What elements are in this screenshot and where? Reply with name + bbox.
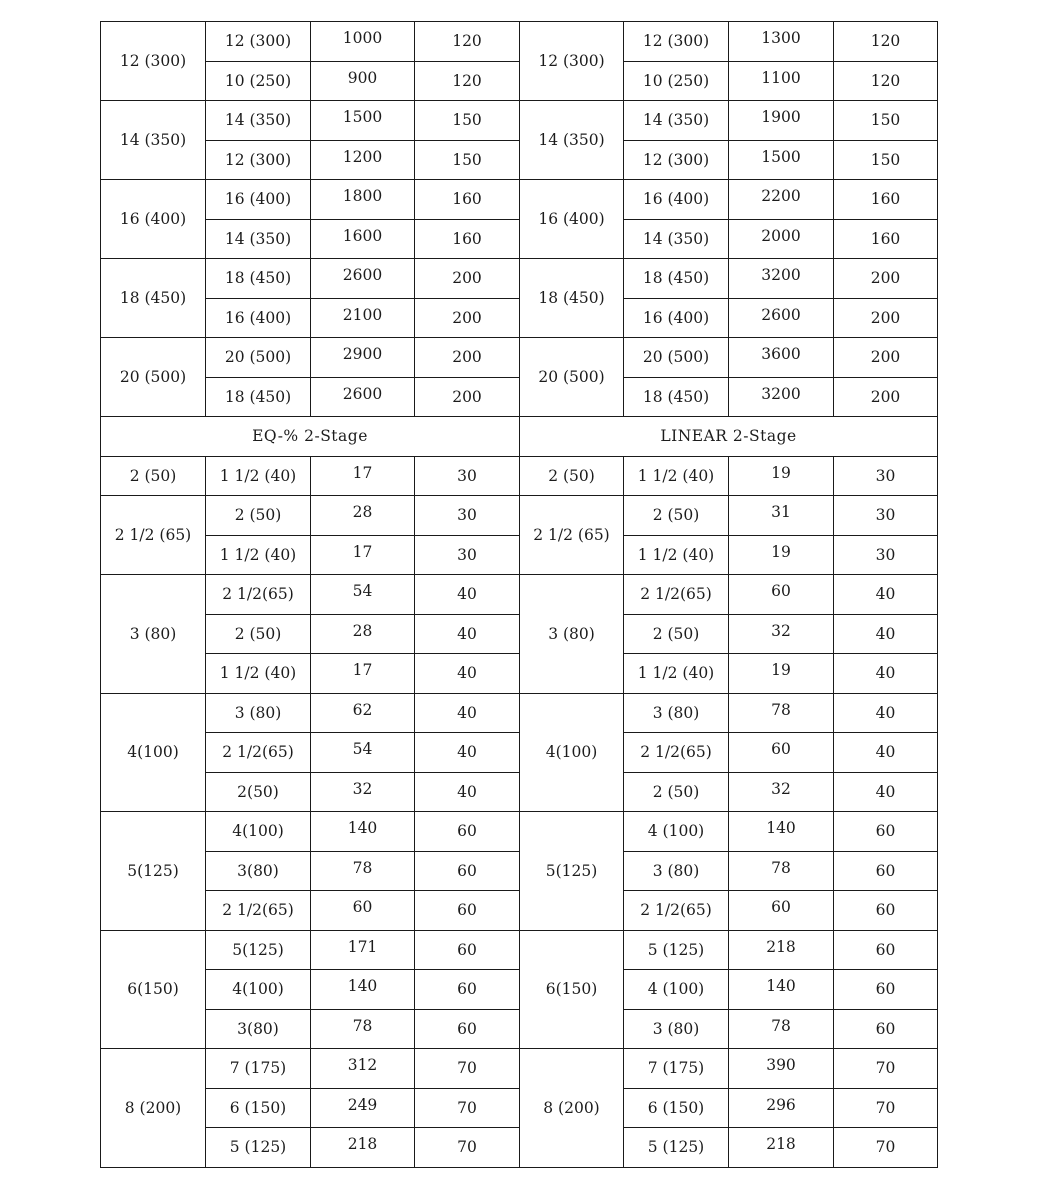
- left-body-size-cell: 12 (300): [101, 22, 206, 101]
- right-stroke-cell: 70: [834, 1128, 938, 1168]
- left-stroke-cell: 200: [415, 338, 520, 378]
- right-port-size-cell: 16 (400): [624, 298, 729, 338]
- left-port-size-cell: 2 1/2(65): [206, 575, 311, 615]
- right-cv-value-cell: 218: [729, 930, 834, 970]
- right-stroke-cell: 60: [834, 851, 938, 891]
- left-cv-value-cell: 1000: [311, 22, 415, 62]
- table-row: [101, 851, 938, 891]
- table-row: [101, 219, 938, 259]
- left-stroke-cell: 40: [415, 575, 520, 615]
- right-body-size-cell: 12 (300): [520, 22, 624, 101]
- right-port-size-cell: 4 (100): [624, 812, 729, 852]
- table-row: [101, 496, 938, 536]
- left-stroke-cell: 40: [415, 693, 520, 733]
- left-cv-value-cell: 1600: [311, 219, 415, 259]
- right-cv-value-cell: 1300: [729, 22, 834, 62]
- right-body-size-cell: 8 (200): [520, 1049, 624, 1168]
- left-stroke-cell: 200: [415, 298, 520, 338]
- left-cv-value-cell: 62: [311, 693, 415, 733]
- table-row: [101, 377, 938, 417]
- right-port-size-cell: 5 (125): [624, 930, 729, 970]
- right-port-size-cell: 2 (50): [624, 614, 729, 654]
- right-stroke-cell: 40: [834, 654, 938, 694]
- left-cv-value-cell: 78: [311, 1009, 415, 1049]
- right-port-size-cell: 16 (400): [624, 180, 729, 220]
- left-cv-value-cell: 312: [311, 1049, 415, 1089]
- left-stroke-cell: 40: [415, 772, 520, 812]
- left-cv-value-cell: 2600: [311, 259, 415, 299]
- right-cv-value-cell: 2600: [729, 298, 834, 338]
- left-cv-value-cell: 32: [311, 772, 415, 812]
- right-port-size-cell: 2 (50): [624, 772, 729, 812]
- right-port-size-cell: 7 (175): [624, 1049, 729, 1089]
- table-row: [101, 180, 938, 220]
- left-cv-value-cell: 54: [311, 733, 415, 773]
- left-port-size-cell: 2(50): [206, 772, 311, 812]
- left-stroke-cell: 60: [415, 1009, 520, 1049]
- left-stroke-cell: 70: [415, 1049, 520, 1089]
- left-cv-value-cell: 900: [311, 61, 415, 101]
- left-port-size-cell: 2 (50): [206, 614, 311, 654]
- right-stroke-cell: 60: [834, 891, 938, 931]
- right-body-size-cell: 4(100): [520, 693, 624, 812]
- left-body-size-cell: 14 (350): [101, 101, 206, 180]
- left-stroke-cell: 60: [415, 851, 520, 891]
- left-cv-value-cell: 140: [311, 970, 415, 1010]
- right-stroke-cell: 160: [834, 180, 938, 220]
- right-body-size-cell: 2 (50): [520, 456, 624, 496]
- right-stroke-cell: 120: [834, 61, 938, 101]
- left-stroke-cell: 60: [415, 812, 520, 852]
- right-cv-value-cell: 19: [729, 456, 834, 496]
- right-stroke-cell: 30: [834, 535, 938, 575]
- table-row: [101, 693, 938, 733]
- left-port-size-cell: 3 (80): [206, 693, 311, 733]
- left-cv-value-cell: 1800: [311, 180, 415, 220]
- right-cv-value-cell: 218: [729, 1128, 834, 1168]
- left-cv-value-cell: 140: [311, 812, 415, 852]
- left-cv-value-cell: 171: [311, 930, 415, 970]
- right-cv-value-cell: 296: [729, 1088, 834, 1128]
- right-cv-value-cell: 140: [729, 812, 834, 852]
- right-cv-value-cell: 2200: [729, 180, 834, 220]
- right-stroke-cell: 120: [834, 22, 938, 62]
- left-stroke-cell: 150: [415, 140, 520, 180]
- right-stroke-cell: 30: [834, 456, 938, 496]
- left-stroke-cell: 30: [415, 535, 520, 575]
- right-port-size-cell: 20 (500): [624, 338, 729, 378]
- table-row: [101, 61, 938, 101]
- right-body-size-cell: 16 (400): [520, 180, 624, 259]
- right-stroke-cell: 40: [834, 575, 938, 615]
- right-cv-value-cell: 390: [729, 1049, 834, 1089]
- right-stroke-cell: 60: [834, 930, 938, 970]
- right-cv-value-cell: 60: [729, 575, 834, 615]
- right-port-size-cell: 14 (350): [624, 219, 729, 259]
- right-stroke-cell: 200: [834, 298, 938, 338]
- table-row: [101, 22, 938, 62]
- left-stroke-cell: 40: [415, 614, 520, 654]
- right-port-size-cell: 2 (50): [624, 496, 729, 536]
- right-stroke-cell: 60: [834, 1009, 938, 1049]
- right-body-size-cell: 2 1/2 (65): [520, 496, 624, 575]
- table-row: [101, 259, 938, 299]
- right-stroke-cell: 40: [834, 693, 938, 733]
- right-port-size-cell: 3 (80): [624, 693, 729, 733]
- table-row: [101, 535, 938, 575]
- left-port-size-cell: 12 (300): [206, 140, 311, 180]
- right-port-size-cell: 2 1/2(65): [624, 733, 729, 773]
- table-row: [101, 733, 938, 773]
- right-body-size-cell: 6(150): [520, 930, 624, 1049]
- left-port-size-cell: 14 (350): [206, 101, 311, 141]
- left-stroke-cell: 160: [415, 219, 520, 259]
- right-port-size-cell: 14 (350): [624, 101, 729, 141]
- left-port-size-cell: 18 (450): [206, 377, 311, 417]
- valve-spec-table: [100, 21, 938, 1168]
- right-cv-value-cell: 60: [729, 733, 834, 773]
- table-row: [101, 1049, 938, 1089]
- left-stroke-cell: 70: [415, 1088, 520, 1128]
- right-stroke-cell: 150: [834, 101, 938, 141]
- right-body-size-cell: 14 (350): [520, 101, 624, 180]
- right-port-size-cell: 18 (450): [624, 259, 729, 299]
- left-port-size-cell: 5 (125): [206, 1128, 311, 1168]
- left-body-size-cell: 20 (500): [101, 338, 206, 417]
- left-port-size-cell: 18 (450): [206, 259, 311, 299]
- left-stroke-cell: 150: [415, 101, 520, 141]
- left-stroke-cell: 120: [415, 61, 520, 101]
- table-row: [101, 298, 938, 338]
- right-cv-value-cell: 60: [729, 891, 834, 931]
- left-body-size-cell: 4(100): [101, 693, 206, 812]
- left-cv-value-cell: 249: [311, 1088, 415, 1128]
- left-cv-value-cell: 17: [311, 456, 415, 496]
- right-body-size-cell: 3 (80): [520, 575, 624, 694]
- left-body-size-cell: 2 1/2 (65): [101, 496, 206, 575]
- left-port-size-cell: 1 1/2 (40): [206, 654, 311, 694]
- left-port-size-cell: 7 (175): [206, 1049, 311, 1089]
- left-port-size-cell: 3(80): [206, 1009, 311, 1049]
- right-body-size-cell: 18 (450): [520, 259, 624, 338]
- left-stroke-cell: 60: [415, 930, 520, 970]
- left-port-size-cell: 4(100): [206, 970, 311, 1010]
- right-port-size-cell: 6 (150): [624, 1088, 729, 1128]
- right-port-size-cell: 3 (80): [624, 1009, 729, 1049]
- right-stroke-cell: 150: [834, 140, 938, 180]
- left-port-size-cell: 5(125): [206, 930, 311, 970]
- right-cv-value-cell: 1900: [729, 101, 834, 141]
- table-row: [101, 1009, 938, 1049]
- right-port-size-cell: 18 (450): [624, 377, 729, 417]
- right-stroke-cell: 200: [834, 377, 938, 417]
- left-port-size-cell: 10 (250): [206, 61, 311, 101]
- right-stroke-cell: 40: [834, 733, 938, 773]
- left-port-size-cell: 3(80): [206, 851, 311, 891]
- section-title-linear: LINEAR 2-Stage: [520, 417, 938, 457]
- left-cv-value-cell: 2100: [311, 298, 415, 338]
- left-stroke-cell: 40: [415, 733, 520, 773]
- left-port-size-cell: 20 (500): [206, 338, 311, 378]
- table-row: [101, 101, 938, 141]
- left-stroke-cell: 200: [415, 377, 520, 417]
- right-stroke-cell: 40: [834, 772, 938, 812]
- right-port-size-cell: 2 1/2(65): [624, 575, 729, 615]
- right-port-size-cell: 4 (100): [624, 970, 729, 1010]
- left-cv-value-cell: 17: [311, 535, 415, 575]
- left-port-size-cell: 4(100): [206, 812, 311, 852]
- left-port-size-cell: 2 1/2(65): [206, 891, 311, 931]
- table-row: [101, 930, 938, 970]
- left-cv-value-cell: 78: [311, 851, 415, 891]
- left-port-size-cell: 1 1/2 (40): [206, 535, 311, 575]
- right-port-size-cell: 1 1/2 (40): [624, 654, 729, 694]
- left-body-size-cell: 6(150): [101, 930, 206, 1049]
- right-port-size-cell: 12 (300): [624, 22, 729, 62]
- right-cv-value-cell: 32: [729, 614, 834, 654]
- left-cv-value-cell: 17: [311, 654, 415, 694]
- left-cv-value-cell: 218: [311, 1128, 415, 1168]
- table-row: [101, 812, 938, 852]
- left-stroke-cell: 200: [415, 259, 520, 299]
- table-row: [101, 1128, 938, 1168]
- left-port-size-cell: 2 (50): [206, 496, 311, 536]
- right-stroke-cell: 60: [834, 812, 938, 852]
- table-row: [101, 772, 938, 812]
- left-cv-value-cell: 28: [311, 496, 415, 536]
- right-port-size-cell: 10 (250): [624, 61, 729, 101]
- table-row: [101, 1088, 938, 1128]
- section-header-row: [101, 417, 938, 457]
- table-row: [101, 614, 938, 654]
- left-stroke-cell: 160: [415, 180, 520, 220]
- left-cv-value-cell: 28: [311, 614, 415, 654]
- left-cv-value-cell: 2900: [311, 338, 415, 378]
- right-stroke-cell: 200: [834, 338, 938, 378]
- right-cv-value-cell: 3200: [729, 259, 834, 299]
- right-port-size-cell: 5 (125): [624, 1128, 729, 1168]
- left-stroke-cell: 30: [415, 456, 520, 496]
- table-row: [101, 575, 938, 615]
- left-cv-value-cell: 54: [311, 575, 415, 615]
- left-port-size-cell: 12 (300): [206, 22, 311, 62]
- right-cv-value-cell: 78: [729, 851, 834, 891]
- left-port-size-cell: 16 (400): [206, 298, 311, 338]
- right-stroke-cell: 70: [834, 1088, 938, 1128]
- right-cv-value-cell: 1500: [729, 140, 834, 180]
- left-stroke-cell: 120: [415, 22, 520, 62]
- left-stroke-cell: 60: [415, 970, 520, 1010]
- table-row: [101, 338, 938, 378]
- table-row: [101, 140, 938, 180]
- right-port-size-cell: 12 (300): [624, 140, 729, 180]
- right-stroke-cell: 70: [834, 1049, 938, 1089]
- section-title-eq: EQ-% 2-Stage: [101, 417, 520, 457]
- left-stroke-cell: 40: [415, 654, 520, 694]
- left-port-size-cell: 14 (350): [206, 219, 311, 259]
- right-cv-value-cell: 78: [729, 693, 834, 733]
- right-port-size-cell: 2 1/2(65): [624, 891, 729, 931]
- table-row: [101, 970, 938, 1010]
- table-row: [101, 456, 938, 496]
- right-cv-value-cell: 32: [729, 772, 834, 812]
- left-stroke-cell: 30: [415, 496, 520, 536]
- right-cv-value-cell: 1100: [729, 61, 834, 101]
- right-cv-value-cell: 140: [729, 970, 834, 1010]
- right-cv-value-cell: 3600: [729, 338, 834, 378]
- left-port-size-cell: 1 1/2 (40): [206, 456, 311, 496]
- left-body-size-cell: 18 (450): [101, 259, 206, 338]
- right-port-size-cell: 1 1/2 (40): [624, 535, 729, 575]
- right-stroke-cell: 60: [834, 970, 938, 1010]
- left-body-size-cell: 2 (50): [101, 456, 206, 496]
- right-port-size-cell: 1 1/2 (40): [624, 456, 729, 496]
- left-cv-value-cell: 60: [311, 891, 415, 931]
- left-body-size-cell: 3 (80): [101, 575, 206, 694]
- right-cv-value-cell: 3200: [729, 377, 834, 417]
- left-cv-value-cell: 2600: [311, 377, 415, 417]
- right-body-size-cell: 5(125): [520, 812, 624, 931]
- left-port-size-cell: 6 (150): [206, 1088, 311, 1128]
- left-port-size-cell: 16 (400): [206, 180, 311, 220]
- right-cv-value-cell: 19: [729, 535, 834, 575]
- left-body-size-cell: 16 (400): [101, 180, 206, 259]
- left-cv-value-cell: 1200: [311, 140, 415, 180]
- right-cv-value-cell: 31: [729, 496, 834, 536]
- right-port-size-cell: 3 (80): [624, 851, 729, 891]
- left-port-size-cell: 2 1/2(65): [206, 733, 311, 773]
- right-stroke-cell: 30: [834, 496, 938, 536]
- right-cv-value-cell: 19: [729, 654, 834, 694]
- right-stroke-cell: 200: [834, 259, 938, 299]
- left-body-size-cell: 8 (200): [101, 1049, 206, 1168]
- right-body-size-cell: 20 (500): [520, 338, 624, 417]
- right-cv-value-cell: 2000: [729, 219, 834, 259]
- left-cv-value-cell: 1500: [311, 101, 415, 141]
- left-stroke-cell: 60: [415, 891, 520, 931]
- right-stroke-cell: 160: [834, 219, 938, 259]
- right-stroke-cell: 40: [834, 614, 938, 654]
- left-stroke-cell: 70: [415, 1128, 520, 1168]
- table-row: [101, 654, 938, 694]
- table-row: [101, 891, 938, 931]
- left-body-size-cell: 5(125): [101, 812, 206, 931]
- right-cv-value-cell: 78: [729, 1009, 834, 1049]
